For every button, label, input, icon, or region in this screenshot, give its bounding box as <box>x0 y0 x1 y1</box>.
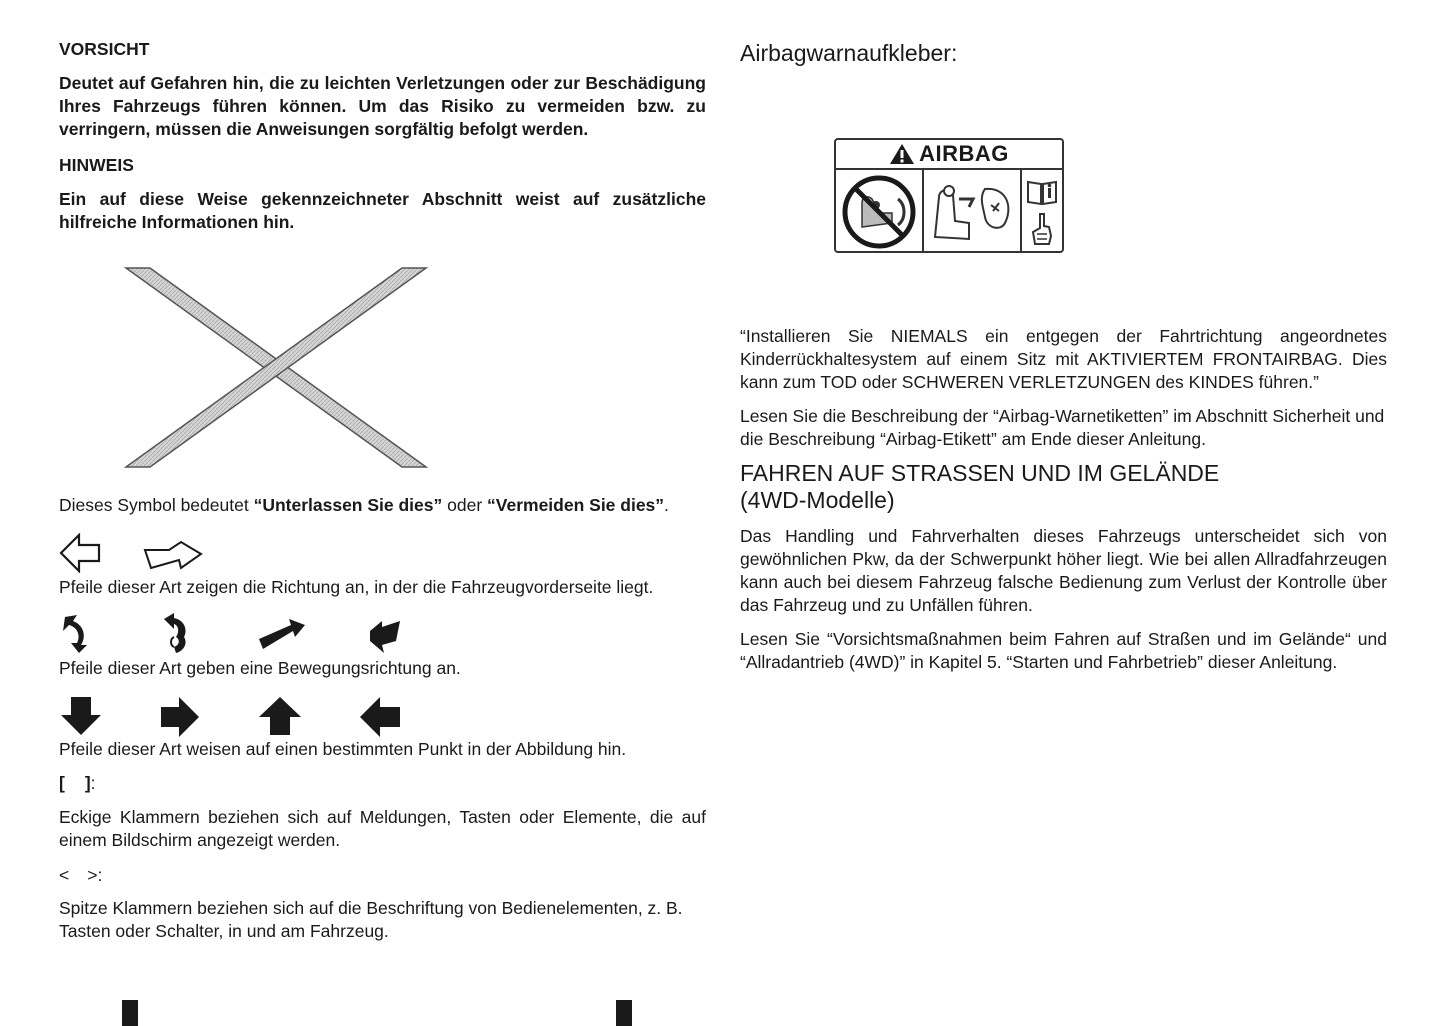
point-arrows-text: Pfeile dieser Art weisen auf einen bestimmten Punkt in der Abbildung hin. <box>59 739 627 759</box>
vorsicht-heading: VORSICHT <box>59 39 150 59</box>
angle-brackets-text: Spitze Klammern beziehen sich auf die Beschriftung von Bedienelementen, z. B. Tasten oder Schalter, in und am Fahrzeug. <box>59 898 683 941</box>
airbag-label-pictograms <box>836 170 1062 253</box>
point-arrow-up-icon <box>257 695 303 737</box>
move-arrow-diagonal-icon <box>257 619 307 651</box>
move-arrow-corner-icon <box>368 617 402 655</box>
airbag-quote-text: “Installieren Sie NIEMALS ein entgegen der Fahrtrichtung angeordnetes Kinderrückhaltesystem auf einem Sitz mit AKTIVIERTEM FRONTAIRBAG. Dies kann zum TOD oder SCHWEREN VERLETZUNGEN des KINDES führen.” <box>740 326 1387 392</box>
point-arrow-right-icon <box>159 695 201 739</box>
point-arrow-down-icon <box>59 695 103 737</box>
seat-airbag-icon <box>929 177 1015 247</box>
front-arrows-text: Pfeile dieser Art zeigen die Richtung an, in der die Fahrzeugvorderseite liegt. <box>59 577 654 597</box>
read-more-text: Lesen Sie “Vorsichtsmaßnahmen beim Fahren auf Straßen und im Gelände“ und “Allradantrieb (4WD)” in Kapitel 5. “Starten und Fahrbetrieb” dieser Anleitung. <box>740 629 1387 672</box>
section-heading: FAHREN AUF STRASSEN UND IM GELÄNDE (4WD-Modelle) <box>740 460 1220 513</box>
move-arrow-rotate-icon <box>160 613 190 655</box>
move-arrow-curved-icon <box>59 613 91 655</box>
warning-triangle-icon <box>889 143 915 165</box>
airbag-warning-label <box>834 138 1064 253</box>
square-brackets-label: [ ]: <box>59 773 96 793</box>
move-arrows-text: Pfeile dieser Art geben eine Bewegungsrichtung an. <box>59 658 461 678</box>
airbag-deploy-pictogram <box>924 170 1022 253</box>
airbag-label-title: Airbagwarnaufkleber: <box>740 40 958 66</box>
hinweis-heading: HINWEIS <box>59 155 134 175</box>
cross-symbol-icon <box>124 266 428 470</box>
front-arrow-left-icon <box>59 533 101 573</box>
no-rear-child-seat-pictogram <box>836 170 924 253</box>
square-brackets-text: Eckige Klammern beziehen sich auf Meldungen, Tasten oder Elemente, die auf einem Bildschirm angezeigt werden. <box>59 807 706 850</box>
pointing-hand-icon <box>1031 212 1053 246</box>
vorsicht-text: Deutet auf Gefahren hin, die zu leichten Verletzungen oder zur Beschädigung Ihres Fahrzeugs führen können. Um das Risiko zu vermeiden bzw. zu verringern, müssen die Anweisungen sorgfältig befolgt werden. <box>59 73 706 139</box>
angle-brackets-label: < >: <box>59 865 103 885</box>
read-manual-pictogram <box>1022 170 1062 253</box>
handling-text: Das Handling und Fahrverhalten dieses Fahrzeugs unterscheidet sich von gewöhnlichen Pkw, da der Schwerpunkt höher liegt. Wie bei allen Allradfahrzeugen kann auch bei diesem Fahrzeug falsche Bedienung zum Verlust der Kontrolle über das Fahrzeug und zu Unfällen führen. <box>740 526 1387 615</box>
airbag-label-text: AIRBAG <box>919 141 1009 166</box>
manual-book-icon <box>1026 178 1058 206</box>
front-arrow-perspective-icon <box>143 538 203 570</box>
hinweis-text: Ein auf diese Weise gekennzeichneter Abschnitt weist auf zusätzliche hilfreiche Informationen hin. <box>59 189 706 232</box>
edge-mark-left <box>122 1000 138 1026</box>
symbol-description: Dieses Symbol bedeutet “Unterlassen Sie dies” oder “Vermeiden Sie dies”. <box>59 495 669 515</box>
point-arrow-left-icon <box>358 695 402 739</box>
left-column <box>59 38 706 234</box>
edge-mark-right <box>616 1000 632 1026</box>
prohibited-child-seat-icon <box>840 173 918 251</box>
airbag-read-note: Lesen Sie die Beschreibung der “Airbag-Warnetiketten” im Abschnitt Sicherheit und die Beschreibung “Airbag-Etikett” am Ende dieser Anleitung. <box>740 406 1385 449</box>
airbag-label-header <box>836 140 1062 170</box>
